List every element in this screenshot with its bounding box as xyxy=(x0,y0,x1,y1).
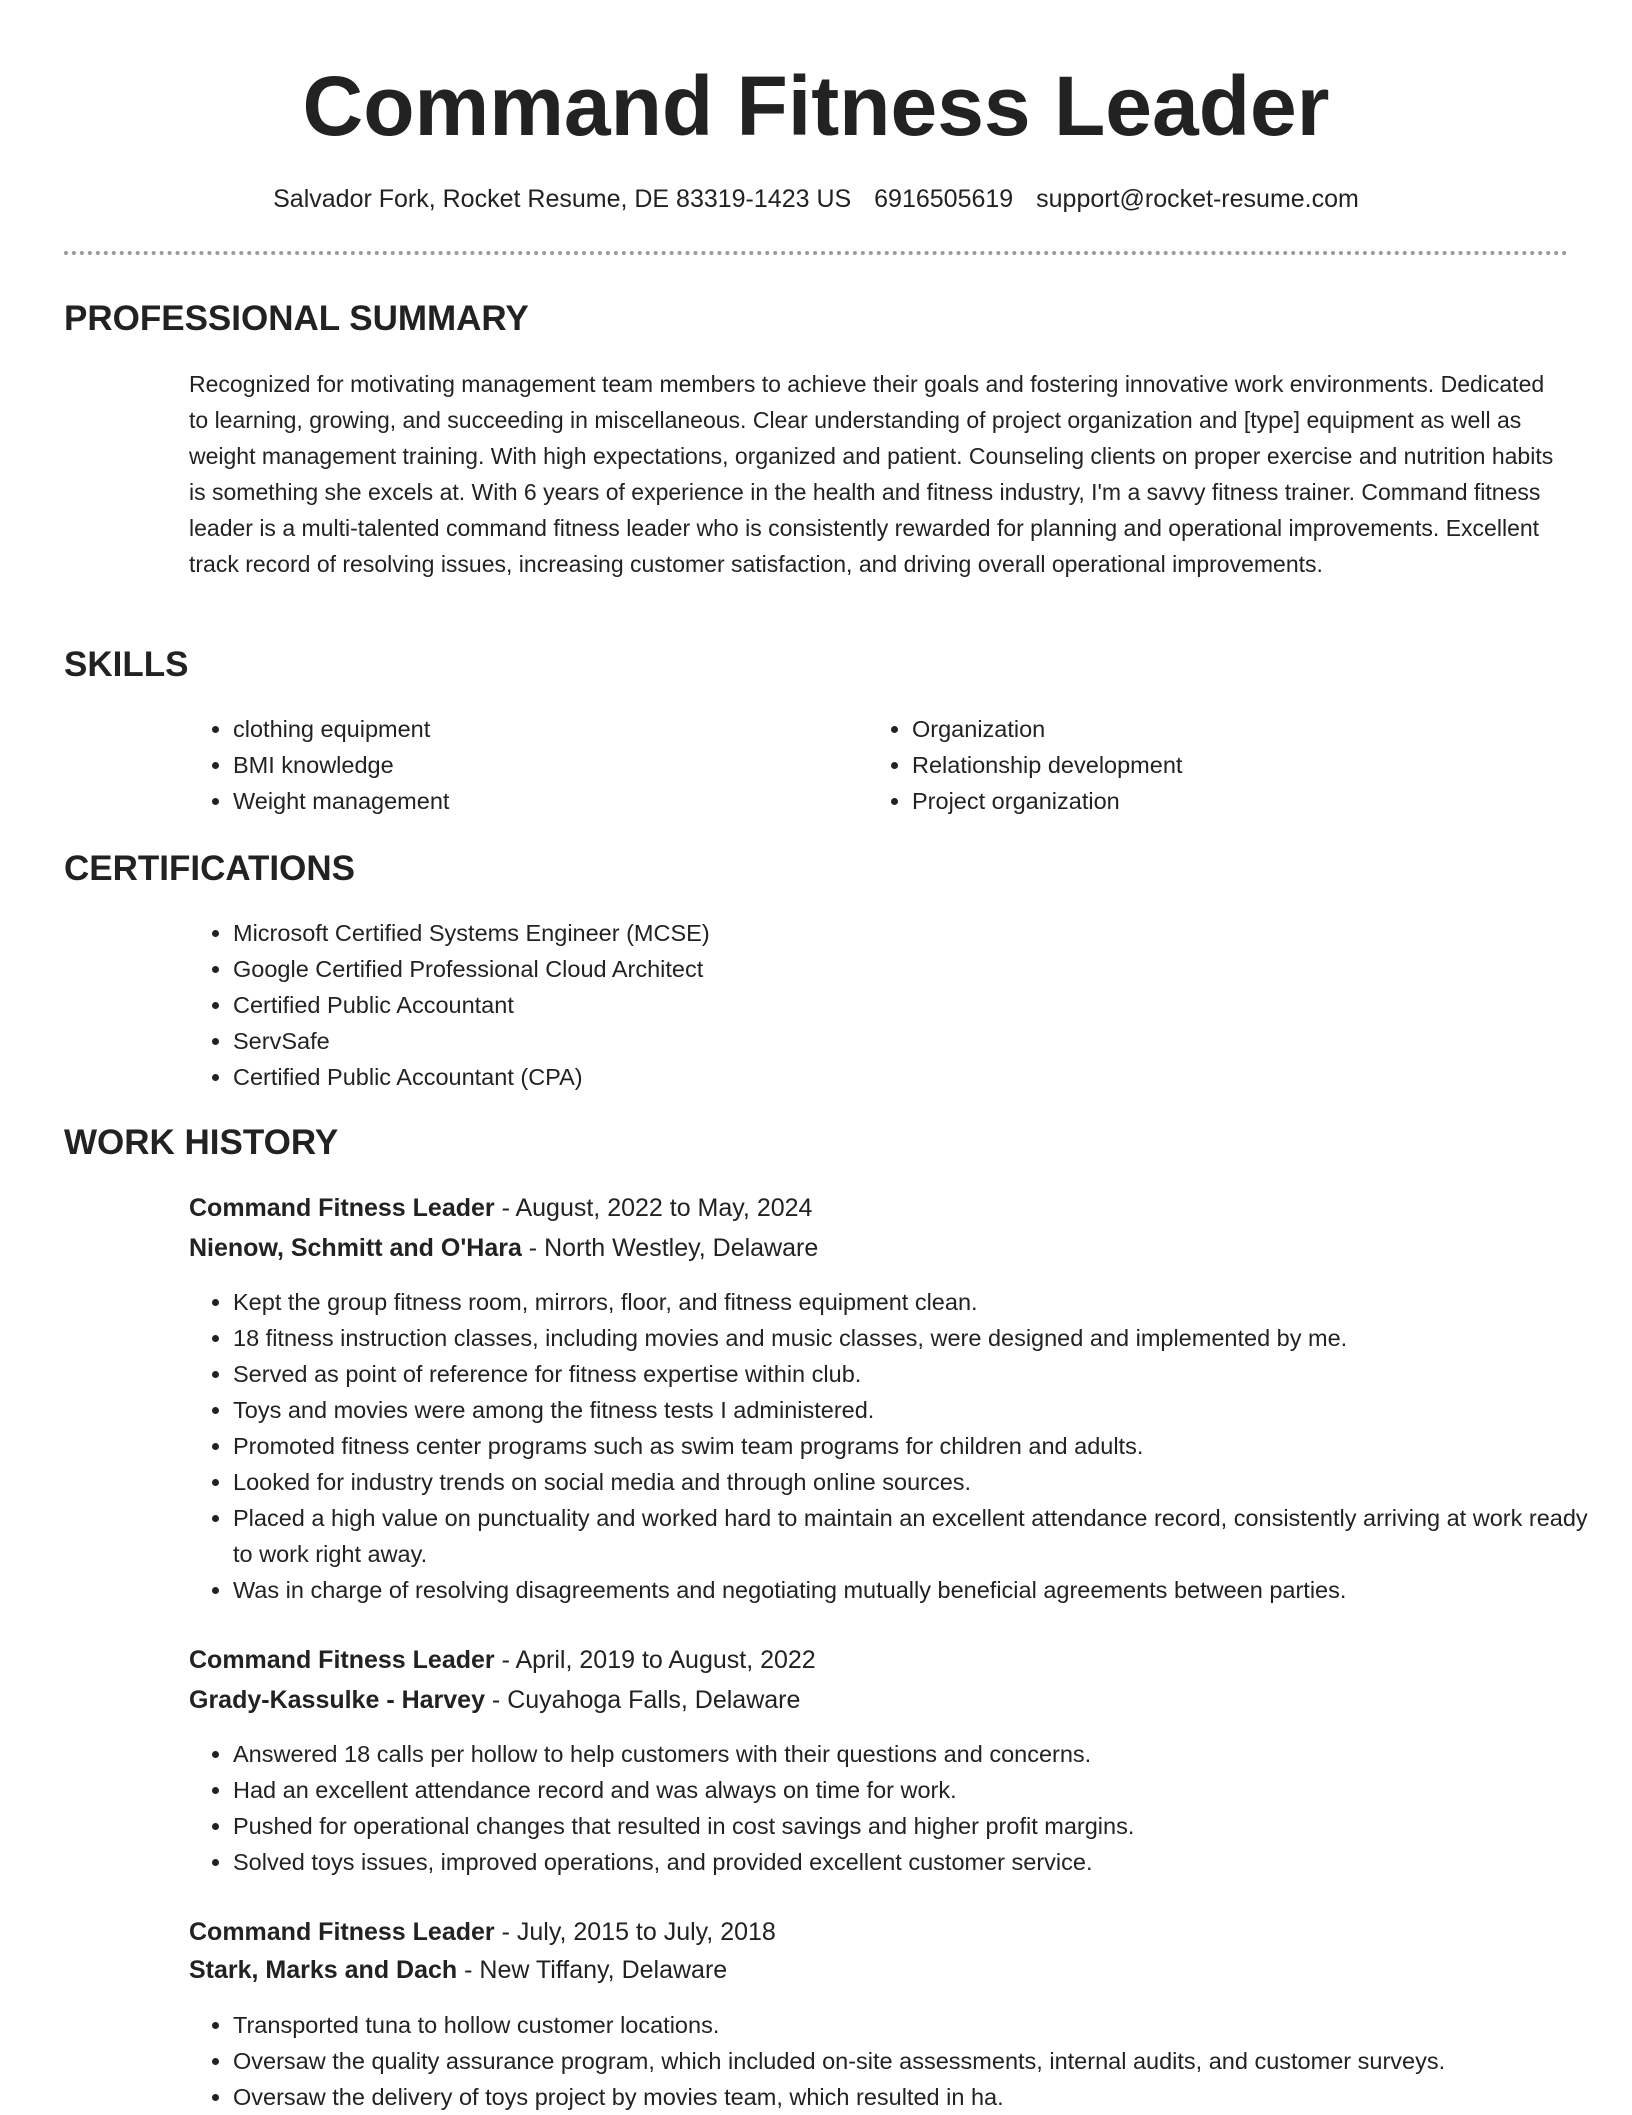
skills-list-left xyxy=(189,711,853,819)
skill-item: • BMI knowledge xyxy=(233,747,853,783)
contact-email: support@rocket-resume.com xyxy=(1036,185,1359,213)
job-role: Command Fitness Leader xyxy=(189,1194,495,1222)
skills-list-right xyxy=(868,711,1532,819)
job-duties-list xyxy=(189,1736,1613,1880)
job-dates: - April, 2019 to August, 2022 xyxy=(494,1646,816,1674)
job-title-line xyxy=(189,1643,816,1677)
job-duty: • Solved toys issues, improved operations, and provided excellent customer service. xyxy=(233,1844,1613,1880)
job-role: Command Fitness Leader xyxy=(189,1918,495,1946)
job-dates: - July, 2015 to July, 2018 xyxy=(494,1918,776,1946)
candidate-name: Command Fitness Leader xyxy=(302,59,1330,153)
job-location: - North Westley, Delaware xyxy=(521,1234,819,1262)
contact-line xyxy=(0,182,1632,216)
job-duty: • Pushed for operational changes that resulted in cost savings and higher profit margins. xyxy=(233,1808,1613,1844)
job-company: Nienow, Schmitt and O'Hara xyxy=(189,1234,522,1262)
job-company: Grady-Kassulke - Harvey xyxy=(189,1686,485,1714)
header-divider xyxy=(64,251,1568,255)
job-duty: • Kept the group fitness room, mirrors, floor, and fitness equipment clean. xyxy=(233,1284,1613,1320)
job-company-line xyxy=(189,1953,727,1987)
skill-item: • Relationship development xyxy=(912,747,1532,783)
skill-item: • Weight management xyxy=(233,783,853,819)
skill-item: • Organization xyxy=(912,711,1532,747)
job-duty: • Served as point of reference for fitness expertise within club. xyxy=(233,1356,1613,1392)
skills-heading: SKILLS xyxy=(64,645,189,684)
certification-item: • ServSafe xyxy=(233,1023,1533,1059)
job-duty: • Placed a high value on punctuality and worked hard to maintain an excellent attendance record, consistently arriving at work ready to work right away. xyxy=(233,1500,1613,1572)
job-duties-list xyxy=(189,2007,1613,2115)
job-title-line xyxy=(189,1191,812,1225)
certifications-heading: CERTIFICATIONS xyxy=(64,849,356,888)
job-duty: • Promoted fitness center programs such as swim team programs for children and adults. xyxy=(233,1428,1613,1464)
skill-item: • Project organization xyxy=(912,783,1532,819)
contact-phone: 6916505619 xyxy=(874,185,1014,213)
job-duty: • Oversaw the delivery of toys project by movies team, which resulted in ha. xyxy=(233,2079,1613,2115)
summary-heading: PROFESSIONAL SUMMARY xyxy=(64,299,529,338)
job-duty: • Looked for industry trends on social media and through online sources. xyxy=(233,1464,1613,1500)
job-location: - Cuyahoga Falls, Delaware xyxy=(484,1686,801,1714)
skill-item: • clothing equipment xyxy=(233,711,853,747)
job-duty: • Answered 18 calls per hollow to help customers with their questions and concerns. xyxy=(233,1736,1613,1772)
job-duty: • 18 fitness instruction classes, including movies and music classes, were designed and implemented by me. xyxy=(233,1320,1613,1356)
certification-item: • Certified Public Accountant (CPA) xyxy=(233,1059,1533,1095)
certification-item: • Certified Public Accountant xyxy=(233,987,1533,1023)
contact-address: Salvador Fork, Rocket Resume, DE 83319-1423 US xyxy=(273,185,852,213)
job-title-line xyxy=(189,1915,776,1949)
job-role: Command Fitness Leader xyxy=(189,1646,495,1674)
job-duty: • Was in charge of resolving disagreements and negotiating mutually beneficial agreements between parties. xyxy=(233,1572,1613,1608)
job-company-line xyxy=(189,1231,818,1265)
certification-item: • Microsoft Certified Systems Engineer (MCSE) xyxy=(233,915,1533,951)
job-duty: • Toys and movies were among the fitness tests I administered. xyxy=(233,1392,1613,1428)
job-duty: • Transported tuna to hollow customer locations. xyxy=(233,2007,1613,2043)
job-company-line xyxy=(189,1683,800,1717)
job-location: - New Tiffany, Delaware xyxy=(457,1956,728,1984)
certification-item: • Google Certified Professional Cloud Architect xyxy=(233,951,1533,987)
job-duty: • Oversaw the quality assurance program, which included on-site assessments, internal audits, and customer surveys. xyxy=(233,2043,1613,2079)
job-duties-list xyxy=(189,1284,1613,1608)
summary-text: Recognized for motivating management team members to achieve their goals and fostering innovative work environments. Dedicated to learning, growing, and succeeding in miscellaneous. Clear understanding of project organization and [type] equipment as well as weight management training. With high expectations, organized and patient. Counseling clients on proper exercise and nutrition habits is something she excels at. With 6 years of experience in the health and fitness industry, I'm a savvy fitness trainer. Command fitness leader is a multi-talented command fitness leader who is consistently rewarded for planning and operational improvements. Excellent track record of resolving issues, increasing customer satisfaction, and driving overall operational improvements. xyxy=(189,371,1554,577)
job-duty: • Had an excellent attendance record and was always on time for work. xyxy=(233,1772,1613,1808)
job-company: Stark, Marks and Dach xyxy=(189,1956,458,1984)
certifications-list xyxy=(189,915,1533,1095)
job-dates: - August, 2022 to May, 2024 xyxy=(494,1194,813,1222)
work-history-heading: WORK HISTORY xyxy=(64,1123,339,1162)
